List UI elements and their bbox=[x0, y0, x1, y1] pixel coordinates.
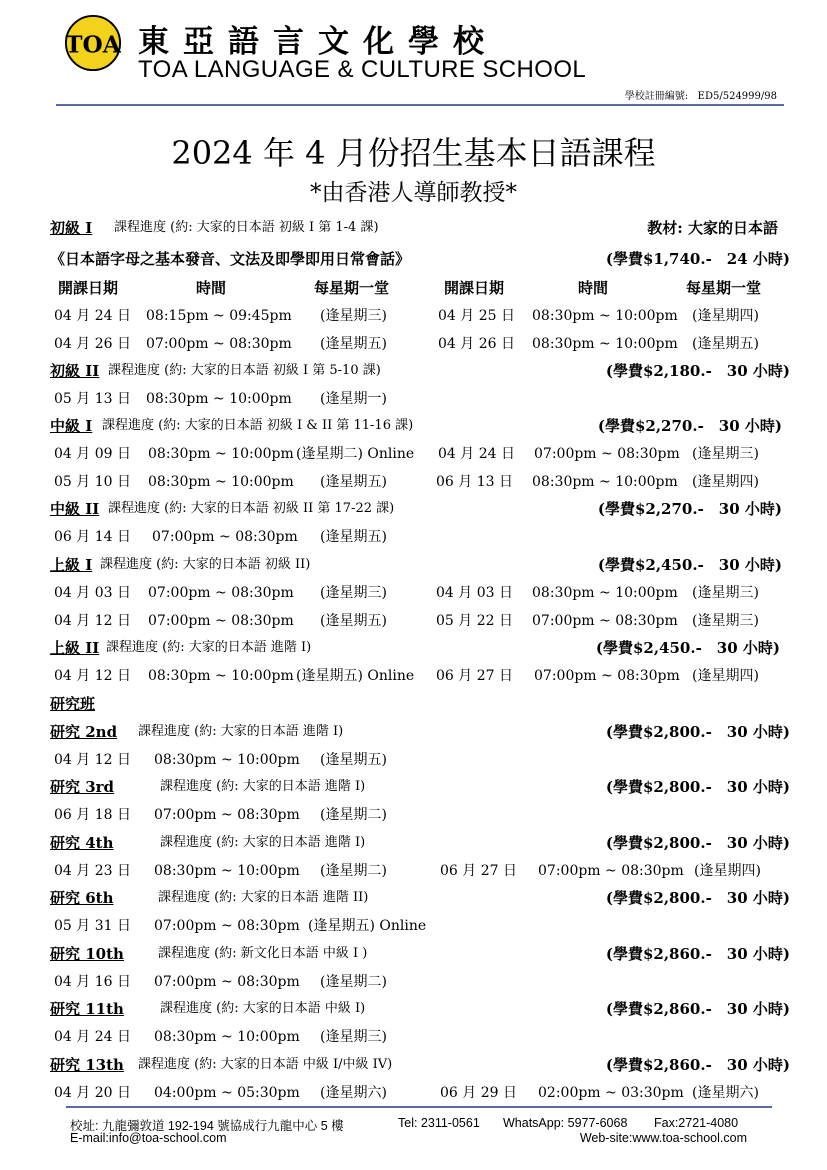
time-range: 08:30pm ~ 10:00pm bbox=[532, 336, 678, 352]
level-name: 中級 II bbox=[50, 500, 100, 518]
level-fee: (學費$2,270.- 30 小時) bbox=[597, 417, 782, 435]
start-date: 06 月 27 日 bbox=[436, 668, 513, 684]
level-header-beginner1 bbox=[50, 214, 790, 242]
footer-website[interactable]: Web-site:www.toa-school.com bbox=[579, 1131, 747, 1145]
start-date: 05 月 13 日 bbox=[54, 391, 131, 407]
time-range: 07:00pm ~ 08:30pm bbox=[152, 529, 298, 545]
level-header-research6 bbox=[50, 884, 790, 912]
time-range: 07:00pm ~ 08:30pm bbox=[534, 446, 680, 462]
level-fee: (學費$2,450.- 30 小時) bbox=[595, 639, 780, 657]
schedule-row bbox=[50, 385, 790, 413]
time-range: 08:30pm ~ 10:00pm bbox=[148, 668, 294, 684]
weekday: (逢星期三) bbox=[692, 613, 759, 629]
level-header-adv2 bbox=[50, 634, 790, 662]
weekday: (逢星期四) bbox=[694, 863, 761, 879]
start-date: 04 月 25 日 bbox=[438, 308, 515, 324]
level-name: 初級 I bbox=[50, 219, 93, 237]
textbook-label: 教材: 大家的日本語 bbox=[647, 219, 778, 237]
school-name-english: TOA LANGUAGE & CULTURE SCHOOL bbox=[138, 56, 587, 83]
schedule-row bbox=[50, 440, 790, 468]
level-progress: 課程進度 (約: 大家的日本語 進階 II) bbox=[158, 890, 369, 905]
start-date: 06 月 27 日 bbox=[440, 863, 517, 879]
research-section bbox=[50, 690, 790, 718]
level-progress: 課程進度 (約: 大家的日本語 初級 II) bbox=[100, 557, 311, 572]
time-range: 07:00pm ~ 08:30pm bbox=[154, 974, 300, 990]
level-name: 研究 2nd bbox=[50, 723, 118, 741]
start-date: 04 月 12 日 bbox=[54, 613, 131, 629]
time-range: 07:00pm ~ 08:30pm bbox=[534, 668, 680, 684]
time-range: 08:30pm ~ 10:00pm bbox=[154, 752, 300, 768]
footer-email[interactable]: E-mail:info@toa-school.com bbox=[70, 1131, 227, 1145]
schedule-row bbox=[50, 1079, 790, 1107]
schedule-row bbox=[50, 801, 790, 829]
column-headers bbox=[50, 274, 790, 302]
time-range: 07:00pm ~ 08:30pm bbox=[532, 613, 678, 629]
level-header-inter1 bbox=[50, 412, 790, 440]
level-fee: (學費$2,800.- 30 小時) bbox=[605, 834, 790, 852]
start-date: 04 月 03 日 bbox=[436, 585, 513, 601]
level-fee: (學費$2,800.- 30 小時) bbox=[605, 723, 790, 741]
level-name: 初級 II bbox=[50, 362, 100, 380]
level-fee: (學費$2,270.- 30 小時) bbox=[597, 500, 782, 518]
level-fee: (學費$2,860.- 30 小時) bbox=[605, 1056, 790, 1074]
schedule-row bbox=[50, 1023, 790, 1051]
weekday: (逢星期三) bbox=[692, 585, 759, 601]
level-name: 研究 10th bbox=[50, 945, 124, 963]
schedule-row bbox=[50, 607, 790, 635]
logo-text: TOA bbox=[65, 31, 121, 59]
weekday: (逢星期五) bbox=[320, 752, 387, 768]
start-date: 05 月 22 日 bbox=[436, 613, 513, 629]
level-fee: (學費$2,180.- 30 小時) bbox=[605, 362, 790, 380]
weekday: (逢星期二) bbox=[320, 974, 387, 990]
level-progress: 課程進度 (約: 大家的日本語 進階 I) bbox=[106, 640, 312, 655]
level-progress: 課程進度 (約: 大家的日本語 中級 I) bbox=[160, 1001, 366, 1016]
start-date: 04 月 24 日 bbox=[54, 1029, 131, 1045]
level-progress: 課程進度 (約: 新文化日本語 中級 I ) bbox=[158, 946, 368, 961]
footer-tel: Tel: 2311-0561 bbox=[398, 1116, 480, 1130]
school-logo bbox=[64, 14, 122, 72]
weekday: (逢星期三) bbox=[320, 308, 387, 324]
weekday: (逢星期六) bbox=[320, 1085, 387, 1101]
weekday: (逢星期五) bbox=[320, 474, 387, 490]
level-progress: 課程進度 (約: 大家的日本語 中級 I/中級 IV) bbox=[138, 1057, 393, 1072]
level-header-research3 bbox=[50, 773, 790, 801]
level-header-research10 bbox=[50, 940, 790, 968]
level-progress: 課程進度 (約: 大家的日本語 初級 I 第 5-10 課) bbox=[108, 363, 381, 378]
level-name: 研究 13th bbox=[50, 1056, 124, 1074]
start-date: 04 月 09 日 bbox=[54, 446, 131, 462]
level-fee: (學費$2,860.- 30 小時) bbox=[605, 945, 790, 963]
weekday: (逢星期四) bbox=[692, 474, 759, 490]
time-range: 07:00pm ~ 08:30pm bbox=[154, 918, 300, 934]
level-fee: (學費$2,800.- 30 小時) bbox=[605, 778, 790, 796]
start-date: 04 月 23 日 bbox=[54, 863, 131, 879]
level-header-inter2 bbox=[50, 495, 790, 523]
start-date: 04 月 26 日 bbox=[54, 336, 131, 352]
time-range: 08:30pm ~ 10:00pm bbox=[148, 446, 294, 462]
start-date: 04 月 03 日 bbox=[54, 585, 131, 601]
start-date: 04 月 26 日 bbox=[438, 336, 515, 352]
start-date: 06 月 29 日 bbox=[440, 1085, 517, 1101]
schedule-row bbox=[50, 579, 790, 607]
col-time-2: 時間 bbox=[578, 279, 609, 297]
col-start-date: 開課日期 bbox=[58, 279, 119, 297]
time-range: 07:00pm ~ 08:30pm bbox=[538, 863, 684, 879]
level-progress: 課程進度 (約: 大家的日本語 進階 I) bbox=[160, 835, 366, 850]
weekday: (逢星期四) bbox=[692, 668, 759, 684]
level-progress: 課程進度 (約: 大家的日本語 進階 I) bbox=[138, 724, 344, 739]
research-heading: 研究班 bbox=[50, 695, 96, 713]
level-fee: (學費$2,450.- 30 小時) bbox=[597, 556, 782, 574]
weekday: (逢星期三) bbox=[320, 585, 387, 601]
start-date: 04 月 20 日 bbox=[54, 1085, 131, 1101]
start-date: 04 月 24 日 bbox=[54, 308, 131, 324]
weekday: (逢星期一) bbox=[320, 391, 387, 407]
level-name: 研究 6th bbox=[50, 889, 114, 907]
start-date: 06 月 18 日 bbox=[54, 807, 131, 823]
weekday: (逢星期二) bbox=[320, 807, 387, 823]
weekday: (逢星期五) Online bbox=[308, 918, 427, 934]
level-header-research11 bbox=[50, 995, 790, 1023]
start-date: 05 月 31 日 bbox=[54, 918, 131, 934]
level-progress: 課程進度 (約: 大家的日本語 初級 II 第 17-22 課) bbox=[108, 501, 395, 516]
level-fee: (學費$2,860.- 30 小時) bbox=[605, 1000, 790, 1018]
level-header-research2 bbox=[50, 718, 790, 746]
schedule-row bbox=[50, 857, 790, 885]
schedule-row bbox=[50, 912, 790, 940]
page-subtitle: *由香港人導師教授* bbox=[310, 180, 517, 206]
start-date: 06 月 14 日 bbox=[54, 529, 131, 545]
level-progress: 課程進度 (約: 大家的日本語 初級 I & II 第 11-16 課) bbox=[102, 418, 414, 433]
registration-number bbox=[625, 87, 777, 102]
time-range: 08:30pm ~ 10:00pm bbox=[146, 391, 292, 407]
schedule-row bbox=[50, 302, 790, 330]
level-progress: 課程進度 (約: 大家的日本語 初級 I 第 1-4 課) bbox=[114, 220, 379, 235]
weekday: (逢星期五) Online bbox=[296, 668, 415, 684]
level-name: 中級 I bbox=[50, 417, 93, 435]
level-name: 上級 I bbox=[50, 556, 93, 574]
level-description-beginner1 bbox=[50, 245, 790, 273]
level-fee: (學費$2,800.- 30 小時) bbox=[605, 889, 790, 907]
page-title: 2024 年 4 月份招生基本日語課程 bbox=[171, 134, 656, 172]
start-date: 04 月 16 日 bbox=[54, 974, 131, 990]
level-fee: (學費$1,740.- 24 小時) bbox=[605, 250, 790, 268]
time-range: 08:30pm ~ 10:00pm bbox=[148, 474, 294, 490]
level-name: 研究 4th bbox=[50, 834, 114, 852]
weekday: (逢星期四) bbox=[692, 308, 759, 324]
header-divider bbox=[56, 104, 784, 106]
start-date: 05 月 10 日 bbox=[54, 474, 131, 490]
level-name: 研究 11th bbox=[50, 1000, 124, 1018]
time-range: 02:00pm ~ 03:30pm bbox=[538, 1085, 684, 1101]
reg-value: ED5/524999/98 bbox=[697, 91, 777, 102]
weekday: (逢星期二) Online bbox=[296, 446, 415, 462]
schedule-row bbox=[50, 968, 790, 996]
time-range: 07:00pm ~ 08:30pm bbox=[146, 336, 292, 352]
school-name-chinese: 東亞語言文化學校 bbox=[138, 24, 498, 60]
start-date: 04 月 12 日 bbox=[54, 668, 131, 684]
footer-address: 校址: 九龍彌敦道 192-194 號協成行九龍中心 5 樓 bbox=[70, 1119, 344, 1133]
time-range: 08:30pm ~ 10:00pm bbox=[532, 308, 678, 324]
time-range: 04:00pm ~ 05:30pm bbox=[154, 1085, 300, 1101]
col-weekly: 每星期一堂 bbox=[314, 279, 390, 297]
start-date: 04 月 24 日 bbox=[438, 446, 515, 462]
weekday: (逢星期二) bbox=[320, 863, 387, 879]
weekday: (逢星期五) bbox=[320, 613, 387, 629]
time-range: 08:30pm ~ 10:00pm bbox=[154, 863, 300, 879]
schedule-row bbox=[50, 662, 790, 690]
schedule-row bbox=[50, 523, 790, 551]
schedule-row bbox=[50, 330, 790, 358]
level-name: 研究 3rd bbox=[50, 778, 115, 796]
time-range: 08:15pm ~ 09:45pm bbox=[146, 308, 292, 324]
reg-label: 學校註冊編號: bbox=[624, 91, 689, 102]
footer-divider bbox=[66, 1106, 772, 1108]
time-range: 08:30pm ~ 10:00pm bbox=[532, 585, 678, 601]
weekday: (逢星期五) bbox=[320, 336, 387, 352]
time-range: 07:00pm ~ 08:30pm bbox=[154, 807, 300, 823]
schedule-row bbox=[50, 746, 790, 774]
col-weekly-2: 每星期一堂 bbox=[686, 279, 762, 297]
weekday: (逢星期五) bbox=[320, 529, 387, 545]
footer-fax: Fax:2721-4080 bbox=[654, 1116, 739, 1130]
footer-whatsapp: WhatsApp: 5977-6068 bbox=[503, 1116, 628, 1130]
col-time: 時間 bbox=[196, 279, 227, 297]
time-range: 07:00pm ~ 08:30pm bbox=[148, 613, 294, 629]
time-range: 08:30pm ~ 10:00pm bbox=[154, 1029, 300, 1045]
course-description: 《日本語字母之基本發音、文法及即學即用日常會話》 bbox=[50, 250, 411, 268]
level-name: 上級 II bbox=[50, 639, 100, 657]
schedule-row bbox=[50, 468, 790, 496]
col-start-date-2: 開課日期 bbox=[444, 279, 505, 297]
time-range: 07:00pm ~ 08:30pm bbox=[148, 585, 294, 601]
level-header-research13 bbox=[50, 1051, 790, 1079]
level-header-adv1 bbox=[50, 551, 790, 579]
weekday: (逢星期六) bbox=[692, 1085, 759, 1101]
level-progress: 課程進度 (約: 大家的日本語 進階 I) bbox=[160, 779, 366, 794]
weekday: (逢星期三) bbox=[320, 1029, 387, 1045]
level-header-beginner2 bbox=[50, 357, 790, 385]
weekday: (逢星期三) bbox=[692, 446, 759, 462]
level-header-research4 bbox=[50, 829, 790, 857]
start-date: 06 月 13 日 bbox=[436, 474, 513, 490]
time-range: 08:30pm ~ 10:00pm bbox=[532, 474, 678, 490]
weekday: (逢星期五) bbox=[692, 336, 759, 352]
start-date: 04 月 12 日 bbox=[54, 752, 131, 768]
